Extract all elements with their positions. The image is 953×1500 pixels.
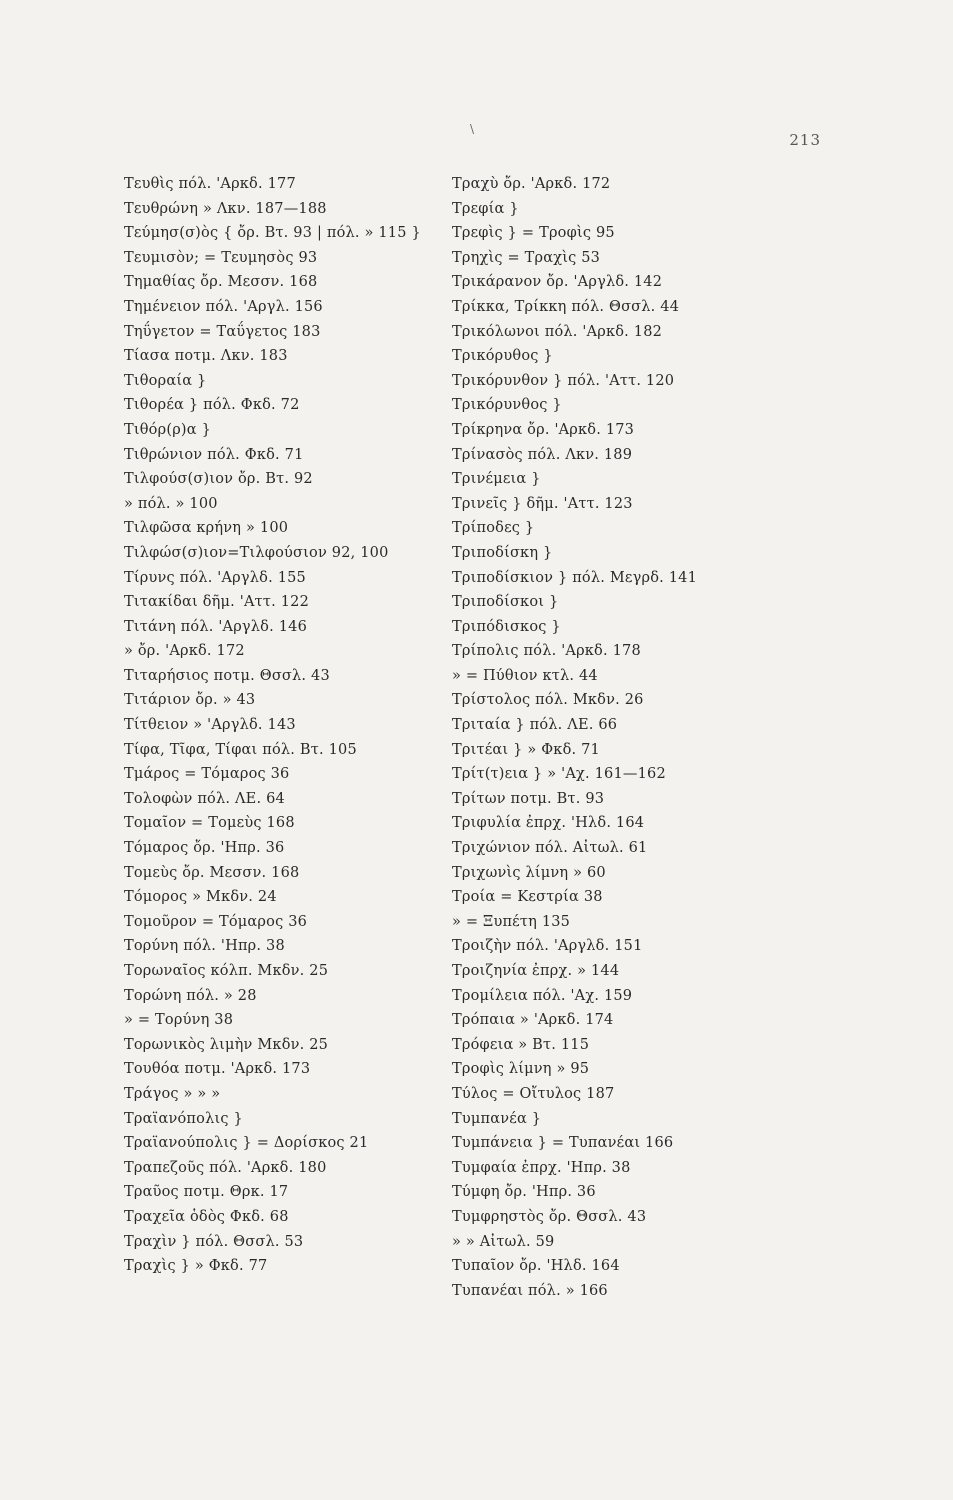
index-entry: Τριτέαι } » Φκδ. 71 <box>452 741 600 758</box>
index-entry: Τυμφαία ἐπρχ. 'Ηπρ. 38 <box>452 1159 631 1176</box>
index-entry: Τριχωνὶς λίμνη » 60 <box>452 864 606 881</box>
index-entry: Τολοφὼν πόλ. ΛΕ. 64 <box>124 790 285 807</box>
index-entry: Τιθορέα } πόλ. Φκδ. 72 <box>124 397 300 414</box>
index-entry: Τρικάρανον ὄρ. 'Αργλδ. 142 <box>452 274 663 291</box>
index-entry: Τιλφώσ(σ)ιον=Τιλφούσιον 92, 100 <box>124 544 389 561</box>
index-entry: Τεύμησ(σ)ὸς { ὄρ. Βτ. 93 | πόλ. » 115 } <box>124 225 421 242</box>
index-entry: Τίασα ποτμ. Λκν. 183 <box>124 348 288 365</box>
index-entry: Τορώνη πόλ. » 28 <box>124 987 257 1004</box>
index-entry: Τρίπολις πόλ. 'Αρκδ. 178 <box>452 643 641 660</box>
index-entry: Τουθόα ποτμ. 'Αρκδ. 173 <box>124 1061 311 1078</box>
index-entry: Τρίποδες } <box>452 520 535 537</box>
index-entry: Τριταία } πόλ. ΛΕ. 66 <box>452 717 618 734</box>
index-entry: Τριποδίσκοι } <box>452 594 559 611</box>
index-entry: Τιθρώνιον πόλ. Φκδ. 71 <box>124 446 304 463</box>
index-entry: Τιτάνη πόλ. 'Αργλδ. 146 <box>124 618 308 635</box>
index-entry: Τορύνη πόλ. 'Ηπρ. 38 <box>124 938 285 955</box>
index-entry: Τριφυλία ἐπρχ. 'Ηλδ. 164 <box>452 815 645 832</box>
index-entry: » ὄρ. 'Αρκδ. 172 <box>124 643 245 660</box>
index-entry: Τύλος = Οἴτυλος 187 <box>452 1085 615 1102</box>
index-entry: Τημένειον πόλ. 'Αργλ. 156 <box>124 298 323 315</box>
index-entry: Τρικόρυνθον } πόλ. 'Αττ. 120 <box>452 372 675 389</box>
index-entry: Τρικόρυθος } <box>452 348 553 365</box>
index-entry: » = Πύθιον κτλ. 44 <box>452 667 598 684</box>
index-entry: Τριπόδισκος } <box>452 618 561 635</box>
index-entry: Τιτάριον ὄρ. » 43 <box>124 692 256 709</box>
index-entry: Τριποδίσκη } <box>452 544 553 561</box>
index-entry: Τρίκρηνα ὄρ. 'Αρκδ. 173 <box>452 421 635 438</box>
index-entry: Τραπεζοῦς πόλ. 'Αρκδ. 180 <box>124 1159 327 1176</box>
index-entry: Τιλφῶσα κρήνη » 100 <box>124 520 289 537</box>
index-entry: Τομεὺς ὄρ. Μεσσν. 168 <box>124 864 300 881</box>
index-entry: Τροιζηνία ἐπρχ. » 144 <box>452 963 620 979</box>
index-entry: Τυπανέαι πόλ. » 166 <box>452 1282 608 1299</box>
index-entry: Τρικόρυνθος } <box>452 397 562 414</box>
index-entry: Τομαῖον = Τομεὺς 168 <box>124 815 295 832</box>
index-entry: Τμάρος = Τόμαρος 36 <box>124 766 290 783</box>
index-entry: » = Ξυπέτη 135 <box>452 913 571 930</box>
index-entry: Τυμφρηστὸς ὄρ. Θσσλ. 43 <box>452 1208 647 1225</box>
index-entry: Τρόφεια » Βτ. 115 <box>452 1036 590 1053</box>
index-entry: Τυμπάνεια } = Τυπανέαι 166 <box>452 1135 674 1152</box>
index-entry: Τρικόλωνοι πόλ. 'Αρκδ. 182 <box>452 323 663 340</box>
index-entry: Τευμισὸν; = Τευμησὸς 93 <box>124 249 318 266</box>
index-entry: Τραχὶν } πόλ. Θσσλ. 53 <box>124 1233 304 1250</box>
index-entry: Τρόπαια » 'Αρκδ. 174 <box>452 1012 614 1029</box>
index-entry: Τρεφία } <box>452 200 519 217</box>
index-entry: Τρίκκα, Τρίκκη πόλ. Θσσλ. 44 <box>452 298 680 315</box>
index-entry: Τροία = Κεστρία 38 <box>452 889 603 906</box>
index-entry: Τιτακίδαι δῆμ. 'Αττ. 122 <box>124 594 309 611</box>
index-entry: Τευθὶς πόλ. 'Αρκδ. 177 <box>124 176 296 192</box>
index-entry: Τραϊανούπολις } = Δορίσκος 21 <box>124 1135 369 1152</box>
index-entry: Τομοῦρον = Τόμαρος 36 <box>124 913 308 930</box>
index-entry: Τίφα, Τῖφα, Τίφαι πόλ. Βτ. 105 <box>124 741 357 758</box>
index-entry: Τόμαρος ὄρ. 'Ηπρ. 36 <box>124 840 285 857</box>
index-entry: Τροιζὴν πόλ. 'Αργλδ. 151 <box>452 938 643 955</box>
index-entry: Τριποδίσκιον } πόλ. Μεγρδ. 141 <box>452 569 698 586</box>
index-entry: Τόμορος » Μκδν. 24 <box>124 889 277 906</box>
index-entry: Τιταρήσιος ποτμ. Θσσλ. 43 <box>124 667 330 684</box>
index-entry: » πόλ. » 100 <box>124 495 218 512</box>
index-entry: » = Τορύνη 38 <box>124 1012 234 1029</box>
index-entry: Τράγος » » » <box>124 1085 221 1102</box>
index-column-left <box>124 172 454 1279</box>
index-entry: Τρηχὶς = Τραχὶς 53 <box>452 249 601 266</box>
index-entry: Τίρυνς πόλ. 'Αργλδ. 155 <box>124 569 306 586</box>
index-entry: Τρίτων ποτμ. Βτ. 93 <box>452 790 605 807</box>
index-column-right <box>452 172 782 1303</box>
page-number: 213 <box>789 131 821 149</box>
index-entry: Τιλφούσ(σ)ιον ὄρ. Βτ. 92 <box>124 471 313 488</box>
index-entry: » » Αἰτωλ. 59 <box>452 1233 555 1250</box>
index-entry: Τραχεῖα ὁδὸς Φκδ. 68 <box>124 1208 289 1225</box>
index-entry: Τορωναῖος κόλπ. Μκδν. 25 <box>124 963 329 979</box>
index-entry: Τρεφὶς } = Τροφὶς 95 <box>452 225 615 242</box>
margin-tick-mark: \ <box>470 122 475 136</box>
index-entry: Τρίστολος πόλ. Μκδν. 26 <box>452 692 644 709</box>
index-entry: Τρινέμεια } <box>452 471 541 488</box>
index-entry: Τευθρώνη » Λκν. 187—188 <box>124 200 327 217</box>
index-entry: Τρομίλεια πόλ. 'Αχ. 159 <box>452 987 633 1004</box>
index-entry: Τροφὶς λίμνη » 95 <box>452 1061 590 1078</box>
index-entry: Τρίτ(τ)εια } » 'Αχ. 161—162 <box>452 766 666 783</box>
index-entry: Τιθόρ(ρ)α } <box>124 421 212 438</box>
index-entry: Τραχὶς } » Φκδ. 77 <box>124 1258 268 1275</box>
index-entry: Τημαθίας ὄρ. Μεσσν. 168 <box>124 274 318 291</box>
index-entry: Τυπαῖον ὄρ. 'Ηλδ. 164 <box>452 1258 620 1275</box>
index-entry: Τιθοραία } <box>124 372 207 389</box>
index-entry: Τυμπανέα } <box>452 1110 542 1127</box>
index-entry: Τίτθειον » 'Αργλδ. 143 <box>124 717 296 734</box>
index-entry: Τρίνασὸς πόλ. Λκν. 189 <box>452 446 633 463</box>
index-entry: Τηΰγετον = Ταΰγετος 183 <box>124 323 321 340</box>
index-entry: Τρινεῖς } δῆμ. 'Αττ. 123 <box>452 495 633 512</box>
index-entry: Τύμφη ὄρ. 'Ηπρ. 36 <box>452 1184 596 1201</box>
index-entry: Τραϊανόπολις } <box>124 1110 243 1127</box>
index-entry: Τραῦος ποτμ. Θρκ. 17 <box>124 1184 289 1201</box>
index-entry: Τορωνικὸς λιμὴν Μκδν. 25 <box>124 1036 329 1053</box>
index-entry: Τραχὺ ὄρ. 'Αρκδ. 172 <box>452 176 611 192</box>
index-entry: Τριχώνιον πόλ. Αἰτωλ. 61 <box>452 840 648 857</box>
